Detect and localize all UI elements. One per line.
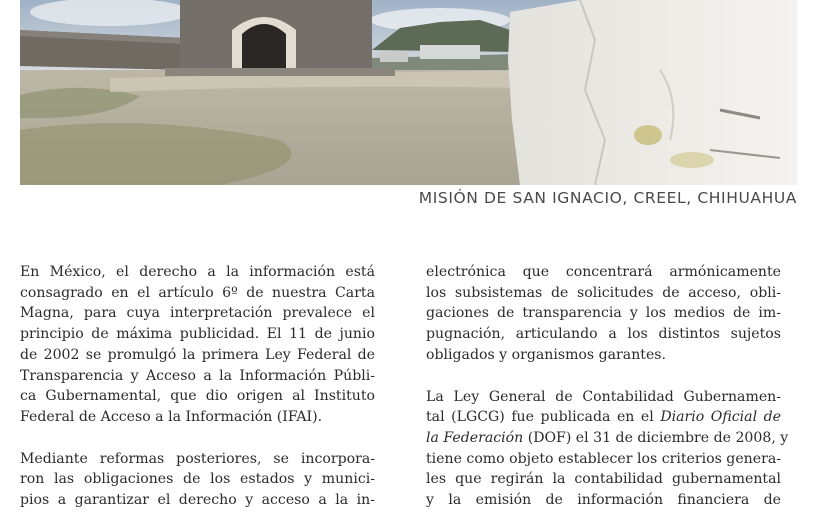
text-line: gaciones de transparencia y los medios de im- (426, 305, 781, 322)
text-line: Magna, para cuya interpretación prevalece el (20, 305, 375, 322)
text-line: La Ley General de Contabilidad Gubernamen- (426, 388, 781, 405)
text-line: consagrado en el artículo 6º de nuestra Carta (20, 284, 375, 301)
text-line (426, 428, 789, 449)
text-line: obligados y organismos garantes. (426, 346, 666, 363)
text-line: tiene como objeto establecer los criterios genera- (426, 450, 781, 467)
text-line: electrónica que concentrará armónicamente (426, 264, 781, 280)
italic-text: la Federación (426, 429, 524, 446)
paragraph-right-to-information (20, 262, 375, 428)
right-column (426, 262, 789, 532)
text-line (426, 407, 781, 428)
text-line: ca Gubernamental, que dio origen al Instituto (20, 388, 375, 405)
text-line: les que regirán la contabilidad gubernamental (426, 471, 781, 488)
text-fragment: (DOF) el 31 de diciembre de 2008, y (523, 429, 789, 446)
italic-text: Diario Oficial de (660, 409, 781, 426)
text-line: En México, el derecho a la información está (20, 264, 375, 280)
text-line: pugnación, articulando a los distintos sujetos (426, 326, 781, 343)
left-column (20, 262, 375, 532)
text-line: y la emisión de información financiera de (426, 492, 781, 509)
text-line: ron las obligaciones de los estados y munici- (20, 471, 375, 488)
photo-caption: MISIÓN DE SAN IGNACIO, CREEL, CHIHUAHUA (418, 189, 797, 207)
text-line: principio de máxima publicidad. El 11 de junio (20, 326, 375, 343)
text-line: Mediante reformas posteriores, se incorpora- (20, 450, 375, 467)
text-line: pios a garantizar el derecho y acceso a la in- (20, 492, 375, 509)
text-line: de 2002 se promulgó la primera Ley Federal de (20, 346, 375, 363)
text-line: Federal de Acceso a la Información (IFAI). (20, 408, 323, 425)
paragraph-electronic-platform (426, 262, 781, 366)
mission-photo (20, 0, 797, 185)
text-line: los subsistemas de solicitudes de acceso, obli- (426, 284, 781, 301)
text-line: Transparencia y Acceso a la Información Públi- (20, 367, 375, 384)
mission-photo-illustration (20, 0, 797, 185)
text-fragment: tal (LGCG) fue publicada en el (426, 409, 661, 426)
paragraph-lgcg (426, 387, 789, 511)
paragraph-later-reforms (20, 449, 375, 511)
